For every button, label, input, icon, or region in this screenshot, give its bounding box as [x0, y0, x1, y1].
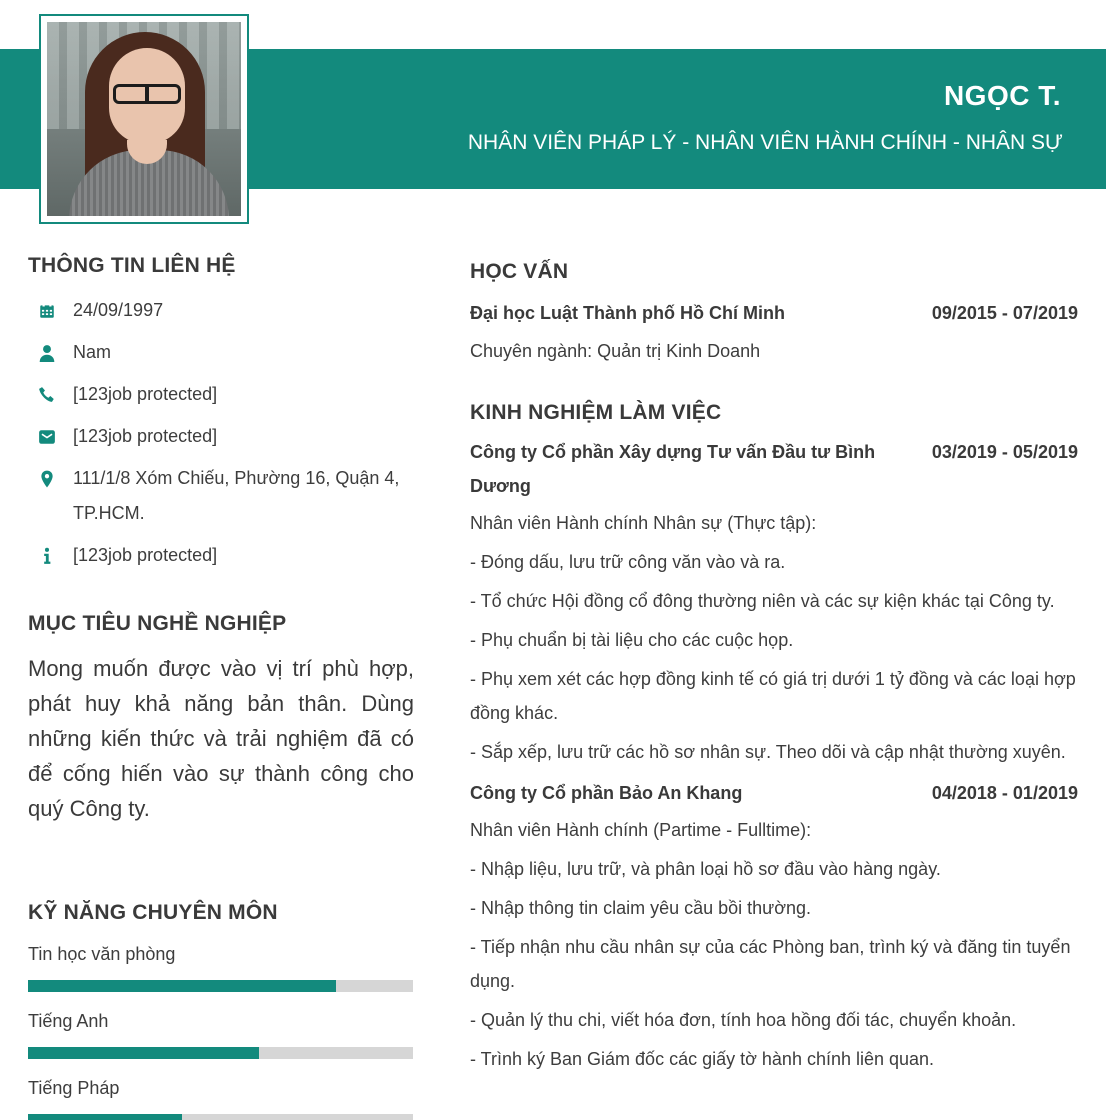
- job-entry: [470, 776, 1078, 1076]
- calendar-icon: [28, 293, 73, 320]
- education-major: Chuyên ngành: Quản trị Kinh Doanh: [470, 341, 761, 361]
- list-item: - Phụ chuẩn bị tài liệu cho các cuộc họp.: [470, 630, 794, 650]
- job-duties: [470, 545, 1078, 769]
- list-item: - Tiếp nhận nhu cầu nhân sự của các Phòng ban, trình ký và đăng tin tuyển dụng.: [470, 937, 1071, 991]
- contact-item-phone: [28, 377, 414, 412]
- skill-bar-fill: [28, 1047, 259, 1059]
- job-role: Nhân viên Hành chính (Partime - Fulltime):: [470, 820, 812, 840]
- profile-photo-image: [47, 22, 241, 216]
- job-period: 04/2018 - 01/2019: [931, 783, 1078, 803]
- skill-name: Tiếng Anh: [28, 1011, 109, 1031]
- skill-bar: [28, 1047, 413, 1059]
- contact-list: [28, 293, 414, 573]
- experience-heading: KINH NGHIỆM LÀM VIỆC: [470, 401, 722, 424]
- map-marker-icon: [28, 461, 73, 488]
- job-header: [470, 435, 1078, 503]
- job-period: 03/2019 - 05/2019: [931, 442, 1078, 462]
- list-item: - Trình ký Ban Giám đốc các giấy tờ hành chính liên quan.: [470, 1049, 935, 1069]
- contact-phone: [123job protected]: [73, 384, 218, 404]
- skills-section: [28, 901, 414, 1120]
- objective-section: [28, 612, 414, 826]
- list-item: - Nhập thông tin claim yêu cầu bồi thường.: [470, 898, 812, 918]
- list-item: - Phụ xem xét các hợp đồng kinh tế có giá trị dưới 1 tỷ đồng và các loại hợp đồng khác.: [470, 669, 1076, 723]
- candidate-title: NHÂN VIÊN PHÁP LÝ - NHÂN VIÊN HÀNH CHÍNH - NHÂN SỰ: [467, 131, 1063, 154]
- contact-info: [123job protected]: [73, 545, 218, 565]
- skill-bar-fill: [28, 980, 336, 992]
- contact-email: [123job protected]: [73, 426, 218, 446]
- list-item: - Nhập liệu, lưu trữ, và phân loại hồ sơ đầu vào hàng ngày.: [470, 859, 941, 879]
- skill-bar: [28, 980, 413, 992]
- skill-bar-fill: [28, 1114, 182, 1120]
- contact-item-info: [28, 538, 414, 573]
- contact-item-gender: [28, 335, 414, 370]
- skills-heading: KỸ NĂNG CHUYÊN MÔN: [28, 901, 278, 924]
- skill-name: Tin học văn phòng: [28, 944, 176, 964]
- skill-bar: [28, 1114, 413, 1120]
- phone-icon: [28, 377, 73, 404]
- skill-item: [28, 941, 414, 992]
- education-row: [470, 296, 1078, 330]
- job-role: Nhân viên Hành chính Nhân sự (Thực tập):: [470, 513, 817, 533]
- user-icon: [28, 335, 73, 362]
- contact-item-birthday: [28, 293, 414, 328]
- job-company: Công ty Cổ phần Bảo An Khang: [470, 783, 743, 803]
- contact-birthday: 24/09/1997: [73, 300, 164, 320]
- contact-item-address: [28, 461, 414, 531]
- objective-text: Mong muốn được vào vị trí phù hợp, phát huy khả năng bản thân. Dùng những kiến thức và trải nghiệm đã có để cống hiến vào sự thành công cho quý Công ty.: [28, 656, 414, 821]
- contact-gender: Nam: [73, 342, 112, 362]
- skill-name: Tiếng Pháp: [28, 1078, 120, 1098]
- education-heading: HỌC VẤN: [470, 260, 569, 283]
- info-icon: [28, 538, 73, 565]
- list-item: - Sắp xếp, lưu trữ các hồ sơ nhân sự. Theo dõi và cập nhật thường xuyên.: [470, 742, 1066, 762]
- candidate-name: NGỌC T.: [943, 80, 1061, 111]
- contact-heading: THÔNG TIN LIÊN HỆ: [28, 254, 236, 277]
- contact-item-email: [28, 419, 414, 454]
- skill-item: [28, 1075, 414, 1120]
- job-duties: [470, 852, 1078, 1076]
- list-item: - Quản lý thu chi, viết hóa đơn, tính hoa hồng đối tác, chuyển khoản.: [470, 1010, 1017, 1030]
- job-entry: [470, 435, 1078, 769]
- education-period: 09/2015 - 07/2019: [931, 303, 1078, 323]
- right-column: [470, 260, 1078, 1081]
- objective-heading: MỤC TIÊU NGHỀ NGHIỆP: [28, 612, 287, 635]
- profile-photo: [39, 14, 249, 224]
- left-column: [28, 254, 414, 826]
- job-header: [470, 776, 1078, 810]
- skill-item: [28, 1008, 414, 1059]
- list-item: - Tổ chức Hội đồng cổ đông thường niên và các sự kiện khác tại Công ty.: [470, 591, 1055, 611]
- job-company: Công ty Cổ phần Xây dựng Tư vấn Đầu tư Bình Dương: [470, 442, 876, 496]
- list-item: - Đóng dấu, lưu trữ công văn vào và ra.: [470, 552, 786, 572]
- education-school: Đại học Luật Thành phố Hồ Chí Minh: [470, 303, 785, 323]
- envelope-icon: [28, 419, 73, 446]
- contact-address: 111/1/8 Xóm Chiếu, Phường 16, Quận 4, TP.HCM.: [73, 468, 400, 523]
